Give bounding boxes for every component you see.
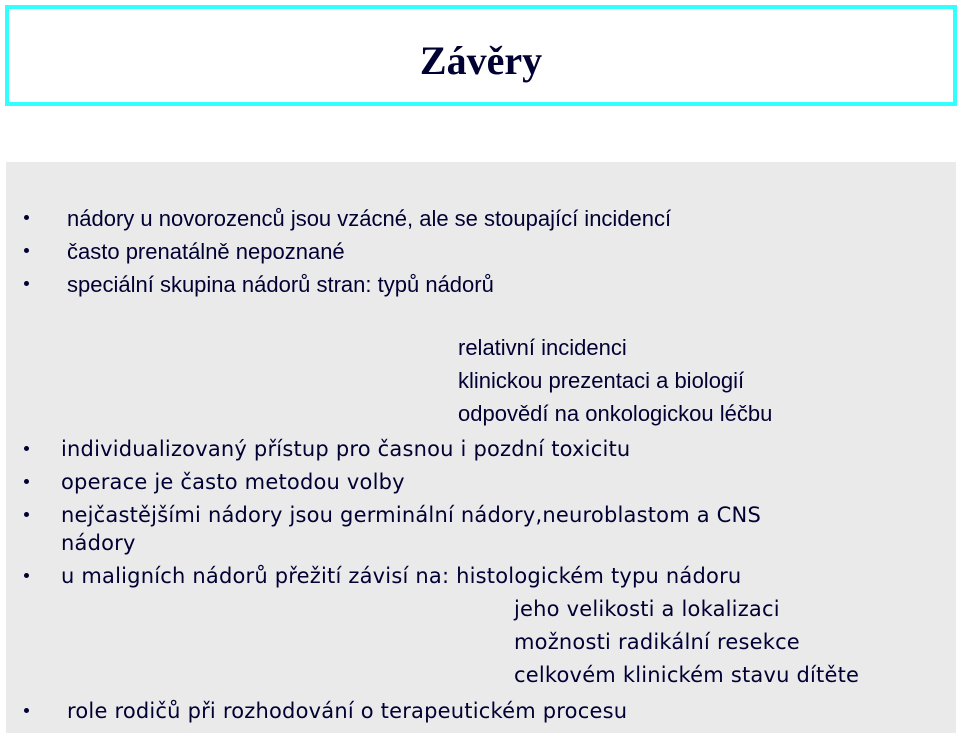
sub-item-clinical-state: celkovém klinickém stavu dítěte (514, 663, 860, 687)
bullet-item-1: nádory u novorozenců jsou vzácné, ale se stoupající incidencí (67, 206, 672, 231)
bullet-item-5: operace je často metodou volby (61, 470, 405, 494)
sub-item-clinical-presentation: klinickou prezentaci a biologií (458, 368, 745, 393)
bullet-item-3: speciální skupina nádorů stran: typů nádorů (67, 272, 494, 297)
title-box (5, 5, 957, 106)
bullet (24, 446, 29, 451)
bullet (24, 215, 29, 220)
bullet-item-8: role rodičů při rozhodování o terapeutickém procesu (67, 699, 628, 723)
sub-item-treatment-response: odpovědí na onkologickou léčbu (458, 401, 773, 426)
bullet (24, 708, 29, 713)
bullet (24, 573, 29, 578)
sub-item-resection: možnosti radikální resekce (514, 630, 800, 654)
bullet-item-6: nejčastějšími nádory jsou germinální nádory,neuroblastom a CNS (61, 503, 761, 527)
slide-title: Závěry (419, 38, 543, 83)
bullet-item-4: individualizovaný přístup pro časnou i pozdní toxicitu (61, 437, 631, 461)
bullet (24, 512, 29, 517)
bullet-item-7: u maligních nádorů přežití závisí na: histologickém typu nádoru (61, 564, 742, 588)
bullet (24, 479, 29, 484)
sub-item-size-location: jeho velikosti a lokalizaci (514, 597, 780, 621)
bullet (24, 248, 29, 253)
bullet-item-2: často prenatálně nepoznané (67, 239, 345, 264)
bullet (24, 281, 29, 286)
sub-item-relative-incidence: relativní incidenci (458, 335, 627, 360)
bullet-item-6-continuation: nádory (61, 531, 136, 555)
